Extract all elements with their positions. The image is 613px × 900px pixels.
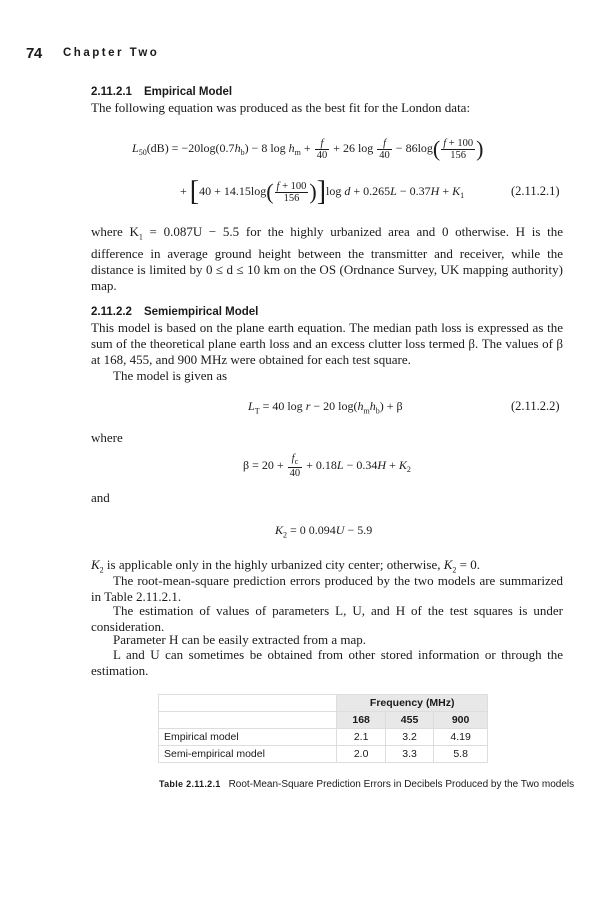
semiempirical-intro: This model is based on the plane earth equation. The median path loss is expressed as the sum of the theoretical plane earth loss and an excess clutter loss termed β. The values of β at 168, 455, and 900 MHz were obtained for each test square. [91,320,563,367]
equation-number-1: (2.11.2.1) [511,184,560,198]
l-u-paragraph: L and U can sometimes be obtained from other stored information or through the estimation. [91,647,563,678]
column-header-168: 168 [337,712,385,729]
caption-label: Table 2.11.2.1 [159,779,221,789]
column-header-455: 455 [385,712,433,729]
model-given-text: The model is given as [113,368,228,383]
table-cell: 2.0 [337,746,385,763]
table-cell: 3.3 [385,746,433,763]
parameter-h-paragraph: Parameter H can be easily extracted from a map. [113,632,367,647]
empirical-intro: The following equation was produced as the best fit for the London data: [91,100,471,115]
table-caption [159,778,574,791]
equation-beta: β = 20 + $\frac{f_c}{40}$ + $0.18L - 0.34H + K_2$ [243,453,411,480]
equation-number-2: (2.11.2.2) [511,399,560,413]
row-label: Empirical model [159,729,337,746]
column-header-900: 900 [434,712,488,729]
table-row [159,729,488,746]
and-label: and [91,490,110,505]
section-number: 2.11.2.2 [91,306,132,318]
equation-semiempirical: $L_T = 40$ log r − 20 $\log(h_mh_b) + \beta$ [248,399,403,416]
table-cell: 4.19 [434,729,488,746]
k2-note: $K_2$ is applicable only in the highly urbanized city center; otherwise, $K_2 = 0$. [91,557,481,575]
caption-text: Root-Mean-Square Prediction Errors in Decibels Produced by the Two models [228,779,575,790]
section-heading-semiempirical [91,306,258,318]
chapter-title: Chapter Two [63,47,160,59]
empirical-where-paragraph: where $K_1 = 0.087U - 5.5$ for the highly urbanized area and 0 otherwise. H is the difference in average ground height between the transmitter and receiver, while the distance is limited by 0 ≤ d ≤ 10 km on the OS (Ordnance Survey, UK mapping authority) map. [91,224,563,293]
rms-error-table [158,694,488,763]
row-label: Semi-empirical model [159,746,337,763]
estimation-paragraph: The estimation of values of parameters L, U, and H of the test squares is under consideration. [91,603,563,634]
table-header-row [159,695,488,712]
rms-paragraph: The root-mean-square prediction errors produced by the two models are summarized in Table 2.11.2.1. [91,573,563,604]
table-cell: 3.2 [385,729,433,746]
empty-corner-cell [159,712,337,729]
table-column-row [159,712,488,729]
section-title: Semiempirical Model [143,306,259,318]
table-cell: 5.8 [434,746,488,763]
table-cell: 2.1 [337,729,385,746]
page-number: 74 [26,45,42,62]
empty-corner-cell [159,695,337,712]
section-title: Empirical Model [143,86,233,98]
table-row [159,746,488,763]
equation-empirical-line1: $L_{50}(dB) = -20\log(0.7h_b) - 8$ $\log h_m$ + $\frac{f}{40}$ + 26 log $\frac{f}{40}$ − 86log( $\frac{f + 100}{156}$ ) [132,136,484,161]
equation-k2: $K_2 = 0$ 0.094U − 5.9 [275,523,373,540]
frequency-group-header: Frequency (MHz) [337,695,488,712]
equation-empirical-line2: + [40 + 14.15log( $\frac{f + 100}{156}$ )]log $d + 0.265L - 0.37H + K_1$ [180,176,465,207]
section-heading-empirical [91,86,232,98]
section-number: 2.11.2.1 [91,86,132,98]
where-label: where [91,430,123,445]
